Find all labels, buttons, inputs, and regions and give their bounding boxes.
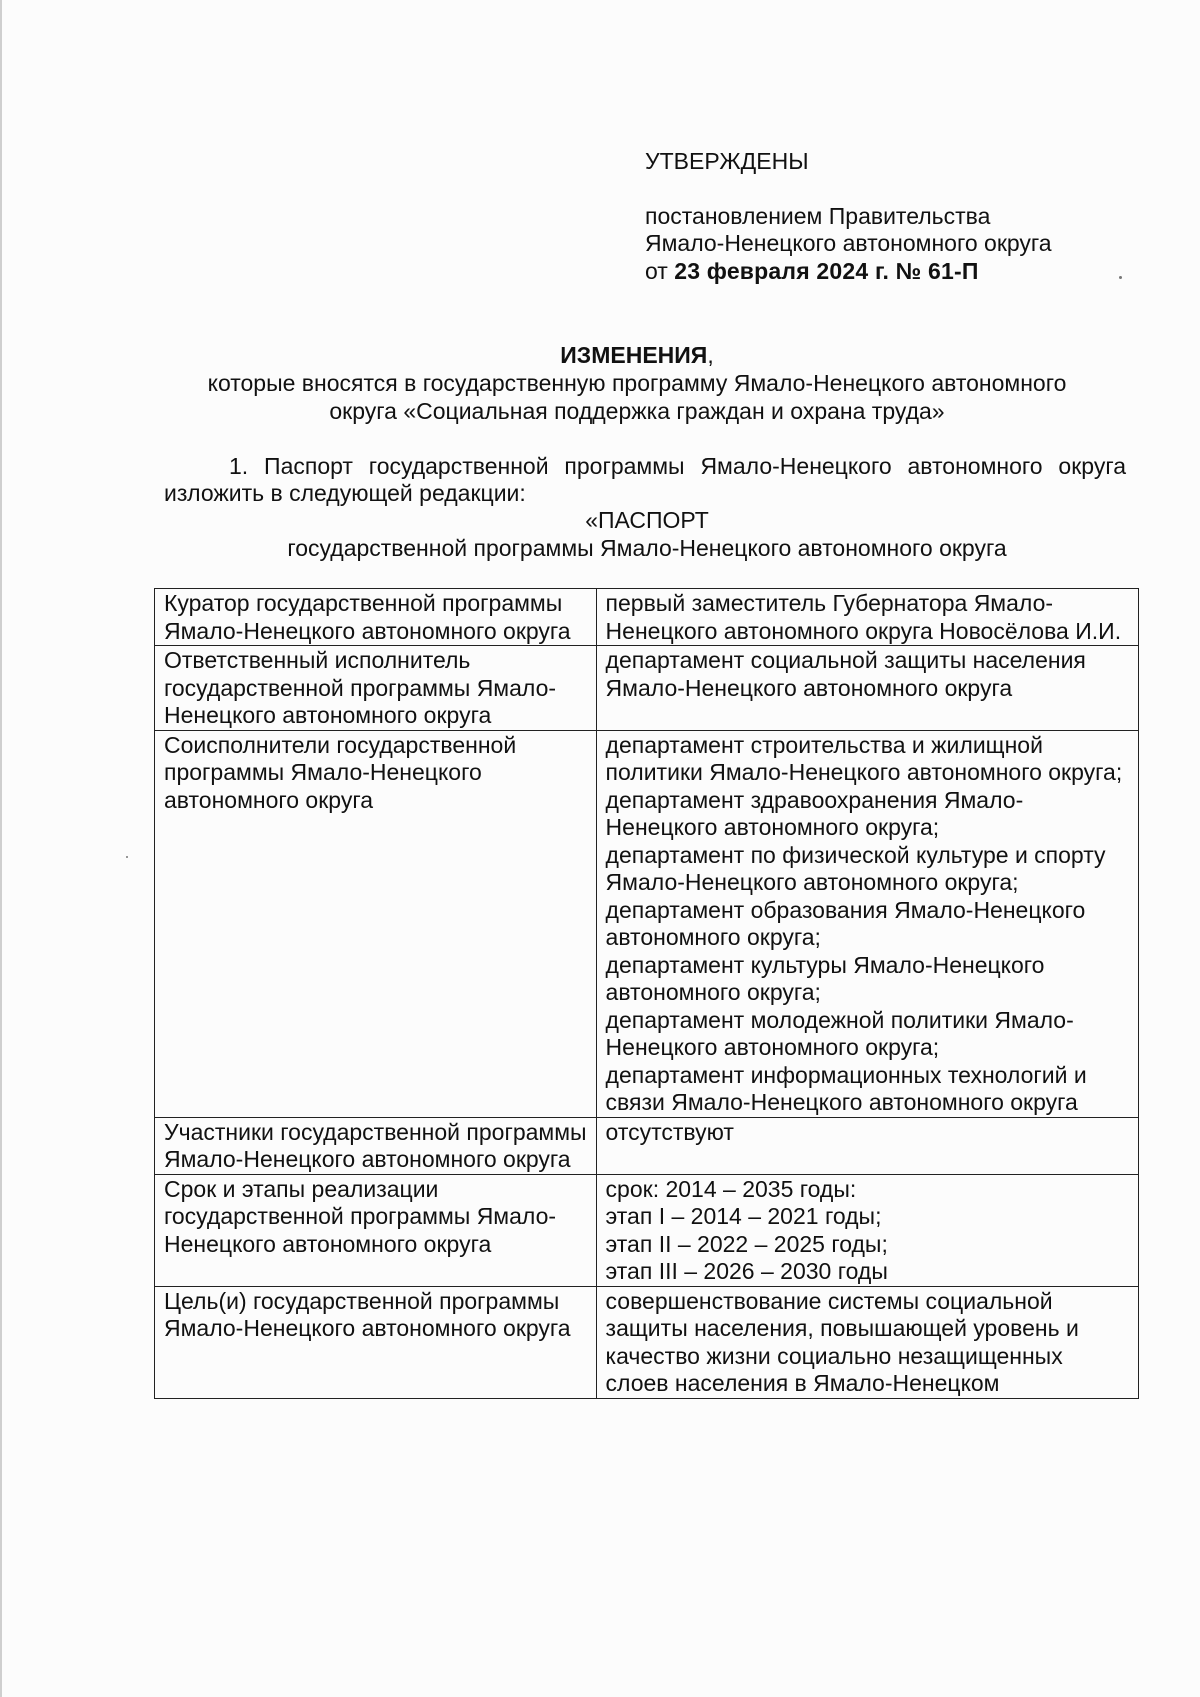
table-row bbox=[155, 730, 1139, 1117]
passport-subtitle: государственной программы Ямало-Ненецкого автономного округа bbox=[287, 535, 1007, 561]
table-cell-value-line: департамент здравоохранения Ямало-Ненецкого автономного округа; bbox=[605, 786, 1024, 840]
approval-block bbox=[645, 148, 1145, 285]
intro-paragraph-block bbox=[164, 453, 1126, 507]
table-row bbox=[155, 646, 1139, 731]
approval-line-2: Ямало-Ненецкого автономного округа bbox=[645, 230, 1052, 256]
table-cell-value-line: этап I – 2014 – 2021 годы; bbox=[605, 1203, 882, 1229]
scan-speck bbox=[126, 856, 128, 858]
table-cell-label: Участники государственной программы Ямало-Ненецкого автономного округа bbox=[155, 1117, 597, 1174]
table-row bbox=[155, 1286, 1139, 1398]
approval-line-1: постановлением Правительства bbox=[645, 202, 991, 229]
table-cell-value-line: департамент социальной защиты населения Ямало-Ненецкого автономного округа bbox=[605, 647, 1086, 701]
table-cell-label: Куратор государственной программы Ямало-Ненецкого автономного округа bbox=[155, 589, 597, 646]
table-cell-label: Ответственный исполнитель государственной программы Ямало-Ненецкого автономного округа bbox=[155, 646, 597, 731]
table-cell-label: Соисполнители государственной программы Ямало-Ненецкого автономного округа bbox=[155, 730, 597, 1117]
table-cell-value-line: этап II – 2022 – 2025 годы; bbox=[605, 1230, 888, 1257]
table-row bbox=[155, 589, 1139, 646]
approval-title: УТВЕРЖДЕНЫ bbox=[645, 148, 809, 174]
table-cell-value-line: департамент культуры Ямало-Ненецкого автономного округа; bbox=[605, 951, 1045, 1005]
table-cell-value-line: департамент молодежной политики Ямало-Ненецкого автономного округа; bbox=[605, 1006, 1074, 1060]
table-cell-value-line: первый заместитель Губернатора Ямало-Ненецкого автономного округа Новосёлова И.И. bbox=[605, 590, 1122, 644]
table-cell-value-line: срок: 2014 – 2035 годы: bbox=[605, 1175, 857, 1202]
table-cell-value bbox=[596, 1286, 1138, 1398]
heading-subtitle-line-1: которые вносятся в государственную программу Ямало-Ненецкого автономного bbox=[207, 370, 1067, 396]
table-cell-value-line: департамент информационных технологий и связи Ямало-Ненецкого автономного округа bbox=[605, 1061, 1087, 1115]
table-cell-value-line: этап III – 2026 – 2030 годы bbox=[605, 1258, 888, 1284]
approval-date-number: 23 февраля 2024 г. № 61-П bbox=[674, 257, 979, 284]
approval-date-prefix: от bbox=[645, 257, 668, 284]
passport-table bbox=[154, 588, 1139, 1399]
table-cell-value bbox=[596, 589, 1138, 646]
table-cell-label: Срок и этапы реализации государственной программы Ямало-Ненецкого автономного округа bbox=[155, 1174, 597, 1286]
table-cell-value bbox=[596, 1117, 1138, 1174]
table-cell-value bbox=[596, 646, 1138, 731]
heading-title: ИЗМЕНЕНИЯ bbox=[560, 342, 708, 368]
table-cell-value-line: отсутствуют bbox=[605, 1118, 734, 1145]
scan-speck bbox=[1119, 276, 1122, 279]
table-cell-value-line: департамент образования Ямало-Ненецкого автономного округа; bbox=[605, 896, 1086, 950]
table-cell-value-line: совершенствование системы социальной защиты населения, повышающей уровень и качество жизни социально незащищенных слоев населения в Ямало-Ненецком bbox=[605, 1287, 1079, 1396]
table-row bbox=[155, 1117, 1139, 1174]
passport-title: «ПАСПОРТ bbox=[585, 507, 709, 533]
table-cell-value bbox=[596, 730, 1138, 1117]
passport-table-body bbox=[155, 589, 1139, 1399]
table-cell-value bbox=[596, 1174, 1138, 1286]
table-cell-value-line: департамент строительства и жилищной политики Ямало-Ненецкого автономного округа; bbox=[605, 731, 1123, 785]
approval-date-line bbox=[645, 258, 1145, 286]
document-heading bbox=[152, 341, 1122, 425]
heading-title-suffix: , bbox=[707, 342, 714, 368]
heading-subtitle-line-2: округа «Социальная поддержка граждан и охрана труда» bbox=[329, 398, 945, 424]
intro-paragraph: 1. Паспорт государственной программы Ямало-Ненецкого автономного округа изложить в следующей редакции: bbox=[164, 453, 1126, 506]
table-row bbox=[155, 1174, 1139, 1286]
passport-heading bbox=[152, 506, 1142, 562]
table-cell-label: Цель(и) государственной программы Ямало-Ненецкого автономного округа bbox=[155, 1286, 597, 1398]
table-cell-value-line: департамент по физической культуре и спорту Ямало-Ненецкого автономного округа; bbox=[605, 841, 1106, 895]
